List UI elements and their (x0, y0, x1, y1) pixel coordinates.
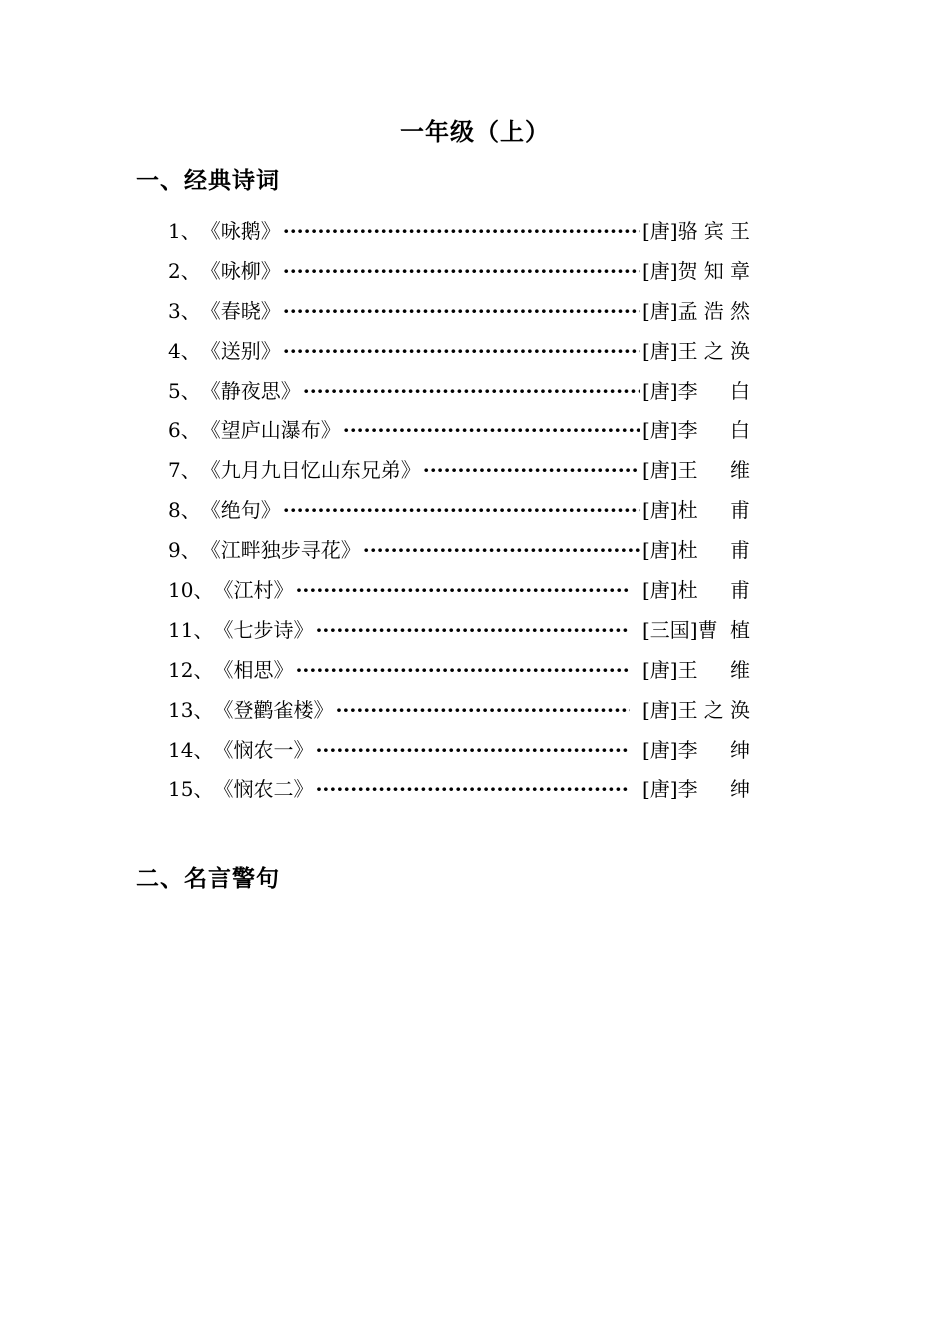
poem-title: 《春晓》 (200, 298, 281, 323)
poem-title: 《江村》 (213, 578, 294, 603)
author-name-char: 李 (677, 737, 698, 762)
author-name-char: 维 (730, 657, 750, 682)
author-name-char: 李 (677, 777, 698, 802)
dot-leader (283, 491, 640, 531)
entry-number: 9、 (168, 538, 201, 563)
entry-number: 2、 (168, 258, 201, 283)
poem-table-of-contents (168, 212, 750, 810)
author-name (678, 770, 750, 810)
author-name-char: 章 (729, 258, 750, 283)
author-name (678, 651, 750, 691)
poem-title: 《悯农二》 (213, 777, 314, 802)
author-name-char: 曹 (697, 617, 718, 642)
author-name-char: 绅 (730, 777, 750, 802)
author-name-char: 涣 (729, 697, 750, 722)
author-name-char: 植 (730, 617, 750, 642)
poem-author (642, 252, 750, 292)
author-name-char: 然 (729, 298, 750, 323)
poem-author (642, 531, 750, 571)
author-name (678, 332, 750, 372)
author-name-char: 浩 (703, 298, 724, 323)
author-name-char: 孟 (677, 298, 698, 323)
author-name (678, 571, 750, 611)
author-name-char: 杜 (677, 578, 698, 603)
author-name-char: 王 (677, 338, 698, 363)
dot-leader (423, 451, 640, 491)
toc-entry (168, 531, 750, 571)
poem-author (642, 372, 750, 412)
entry-number: 1、 (168, 219, 201, 243)
dot-leader (363, 531, 640, 571)
author-name-char: 王 (729, 219, 750, 243)
author-dynasty: [唐] (642, 219, 678, 243)
entry-number: 13、 (168, 697, 214, 722)
author-name-char: 白 (730, 378, 750, 403)
entry-number: 6、 (168, 418, 201, 443)
poem-title: 《咏鹅》 (200, 219, 281, 243)
author-dynasty: [唐] (642, 338, 678, 363)
toc-entry (168, 451, 750, 491)
poem-author (642, 651, 750, 691)
dot-leader (315, 611, 630, 651)
poem-title: 《江畔独步寻花》 (200, 538, 361, 563)
author-name (698, 611, 750, 651)
author-name-char: 杜 (677, 538, 698, 563)
author-name-char: 绅 (730, 737, 750, 762)
entry-number: 14、 (168, 737, 214, 762)
author-name (678, 411, 750, 451)
poem-author (642, 491, 750, 531)
dot-leader (283, 332, 640, 372)
entry-number: 3、 (168, 298, 201, 323)
entry-number: 12、 (168, 657, 214, 682)
author-name (678, 491, 750, 531)
author-dynasty: [唐] (642, 657, 678, 682)
author-name-char: 甫 (730, 538, 750, 563)
author-dynasty: [唐] (642, 418, 678, 443)
poem-title: 《绝句》 (200, 498, 281, 523)
poem-title: 《送别》 (200, 338, 281, 363)
author-dynasty: [三国] (642, 617, 698, 642)
entry-number: 7、 (168, 458, 201, 483)
toc-entry (168, 651, 750, 691)
author-dynasty: [唐] (642, 777, 678, 802)
author-name-char: 之 (703, 338, 724, 363)
author-name-char: 王 (677, 697, 698, 722)
dot-leader (283, 252, 640, 292)
toc-entry (168, 252, 750, 292)
author-name-char: 宾 (703, 219, 724, 243)
author-dynasty: [唐] (642, 498, 678, 523)
author-name-char: 甫 (730, 498, 750, 523)
poem-author (642, 411, 750, 451)
poem-title: 《相思》 (213, 657, 294, 682)
dot-leader (283, 292, 640, 332)
author-name-char: 之 (703, 697, 724, 722)
toc-entry (168, 691, 750, 731)
entry-number: 11、 (168, 617, 214, 642)
author-name-char: 知 (703, 258, 724, 283)
section-heading-famous-quotes: 二、名言警句 (136, 866, 280, 892)
toc-entry (168, 491, 750, 531)
author-name-char: 维 (730, 458, 750, 483)
poem-title: 《登鹳雀楼》 (213, 697, 334, 722)
author-dynasty: [唐] (642, 578, 678, 603)
poem-author (642, 770, 750, 810)
toc-entry (168, 571, 750, 611)
entry-number: 10、 (168, 578, 214, 603)
author-dynasty: [唐] (642, 378, 678, 403)
poem-author (642, 611, 750, 651)
author-dynasty: [唐] (642, 697, 678, 722)
poem-title: 《静夜思》 (200, 378, 301, 403)
author-dynasty: [唐] (642, 298, 678, 323)
author-name-char: 李 (677, 418, 698, 443)
author-dynasty: [唐] (642, 737, 678, 762)
dot-leader (315, 731, 630, 771)
poem-title: 《七步诗》 (213, 617, 314, 642)
author-name (678, 372, 750, 412)
dot-leader (295, 651, 630, 691)
dot-leader (295, 571, 630, 611)
toc-entry (168, 212, 750, 252)
toc-entry (168, 372, 750, 412)
author-name-char: 骆 (677, 219, 698, 243)
entry-number: 4、 (168, 338, 201, 363)
author-name (678, 531, 750, 571)
author-dynasty: [唐] (642, 538, 678, 563)
dot-leader (315, 770, 630, 810)
poem-author (642, 691, 750, 731)
entry-number: 8、 (168, 498, 201, 523)
poem-author (642, 571, 750, 611)
dot-leader (335, 691, 630, 731)
author-name-char: 李 (677, 378, 698, 403)
page-title: 一年级（上） (400, 118, 550, 146)
dot-leader (343, 411, 640, 451)
entry-number: 15、 (168, 777, 214, 802)
toc-entry (168, 731, 750, 771)
dot-leader (283, 212, 640, 252)
author-name-char: 白 (730, 418, 750, 443)
author-name-char: 王 (677, 657, 698, 682)
poem-author (642, 212, 750, 252)
poem-title: 《咏柳》 (200, 258, 281, 283)
author-name-char: 杜 (677, 498, 698, 523)
poem-author (642, 332, 750, 372)
author-name (678, 451, 750, 491)
poem-title: 《悯农一》 (213, 737, 314, 762)
author-dynasty: [唐] (642, 458, 678, 483)
author-name-char: 甫 (730, 578, 750, 603)
poem-author (642, 731, 750, 771)
author-name (678, 212, 750, 252)
author-name (678, 691, 750, 731)
poem-author (642, 292, 750, 332)
author-name-char: 贺 (677, 258, 698, 283)
toc-entry (168, 292, 750, 332)
author-name (678, 292, 750, 332)
author-name-char: 王 (677, 458, 698, 483)
poem-author (642, 451, 750, 491)
toc-entry (168, 611, 750, 651)
author-name (678, 731, 750, 771)
author-dynasty: [唐] (642, 258, 678, 283)
section-heading-classic-poems: 一、经典诗词 (136, 168, 280, 194)
poem-title: 《九月九日忆山东兄弟》 (200, 458, 421, 483)
author-name (678, 252, 750, 292)
dot-leader (303, 372, 640, 412)
toc-entry (168, 411, 750, 451)
toc-entry (168, 770, 750, 810)
toc-entry (168, 332, 750, 372)
poem-title: 《望庐山瀑布》 (200, 418, 341, 443)
entry-number: 5、 (168, 378, 201, 403)
author-name-char: 涣 (729, 338, 750, 363)
